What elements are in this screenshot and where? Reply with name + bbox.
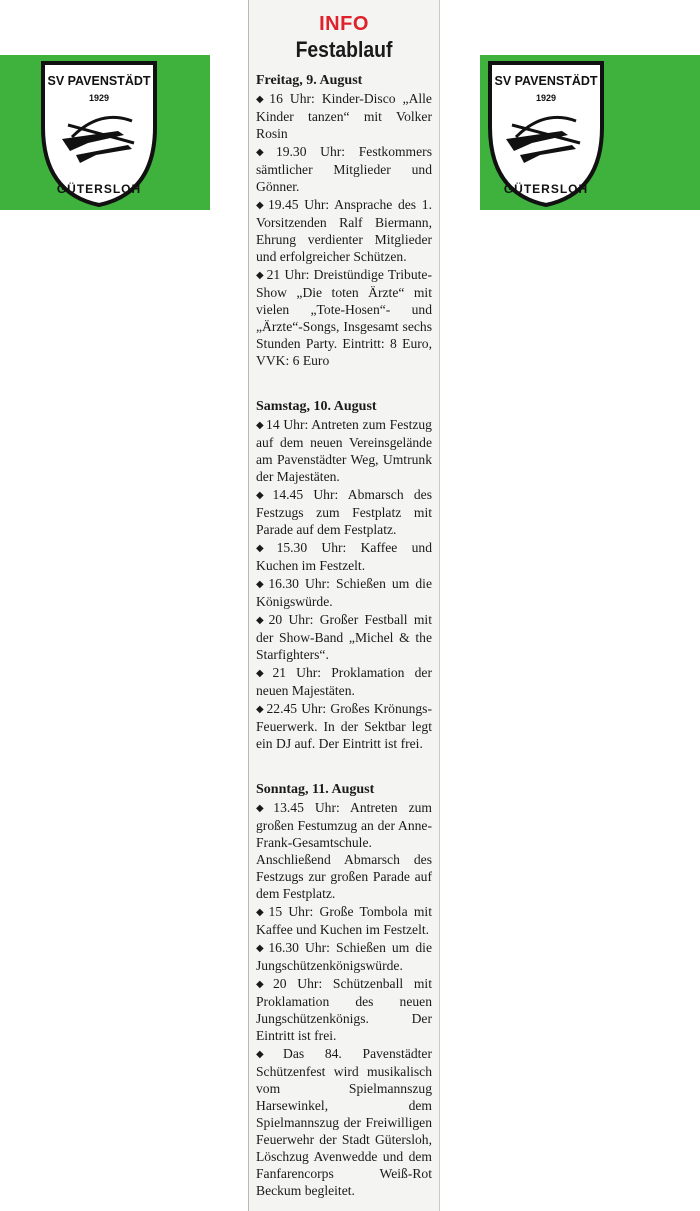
diamond-bullet-icon: ◆: [256, 979, 271, 990]
schedule-item: [256, 903, 432, 938]
crest-city: GÜTERSLOH: [56, 182, 142, 196]
schedule-item: [256, 611, 432, 663]
item-text: Großer Festball mit der Show-Band „Michel & the Starfighters“.: [256, 612, 432, 662]
item-time: 21 Uhr:: [272, 665, 322, 680]
diamond-bullet-icon: ◆: [256, 490, 271, 501]
diamond-bullet-icon: ◆: [256, 200, 266, 211]
item-time: 21 Uhr:: [266, 267, 310, 282]
section-gap: [256, 370, 432, 398]
item-text: Antreten zum Festzug auf dem neuen Vereinsgelände am Pavenstädter Weg, Umtrunk der Majestäten.: [256, 417, 432, 484]
schedule-item: [256, 416, 432, 485]
item-time: 19.45 Uhr:: [268, 197, 330, 212]
schedule-item: [256, 939, 432, 974]
item-text: Abmarsch des Festzugs zum Festplatz mit Parade auf dem Festplatz.: [256, 487, 432, 537]
item-text: Schießen um die Jungschützenkönigswürde.: [256, 940, 432, 973]
schedule: [256, 72, 432, 1199]
diamond-bullet-icon: ◆: [256, 615, 267, 626]
crest-name: SV PAVENSTÄDT: [47, 74, 151, 88]
newspaper-column: [248, 0, 440, 1211]
day-section: [256, 72, 432, 369]
diamond-bullet-icon: ◆: [256, 1049, 281, 1060]
schedule-item: [256, 664, 432, 699]
crest-name: SV PAVENSTÄDT: [494, 74, 598, 88]
day-heading: Sonntag, 11. August: [256, 782, 375, 797]
diamond-bullet-icon: ◆: [256, 147, 274, 158]
day-heading: Freitag, 9. August: [256, 73, 363, 88]
item-text: Das 84. Pavenstädter Schützenfest wird musikalisch vom Spielmannszug Harsewinkel, dem Spielmannszug der Freiwilligen Feuerwehr der Stadt Gütersloh, Löschzug Avenwedde und dem Fanfarencorps Weiß-Rot Beckum begleitet.: [256, 1046, 432, 1198]
item-text: Kinder-Disco „Alle Kinder tanzen“ mit Volker Rosin: [256, 91, 432, 141]
schedule-item: [256, 975, 432, 1044]
diamond-bullet-icon: ◆: [256, 94, 268, 105]
crest-city: GÜTERSLOH: [503, 182, 589, 196]
item-time: 22.45 Uhr:: [266, 701, 327, 716]
day-section: [256, 781, 432, 1199]
day-section: [256, 398, 432, 752]
item-text: Festkommers sämtlicher Mitglieder und Gönner.: [256, 144, 432, 194]
item-text: Dreistündige Tribute-Show „Die toten Ärzte“ mit vielen „Tote-Hosen“- und „Ärzte“-Songs, Insgesamt sechs Stunden Party. Eintritt: 8 Euro, VVK: 6 Euro: [256, 267, 432, 368]
schedule-item: [256, 143, 432, 195]
schedule-item: [256, 575, 432, 610]
item-text: Großes Krönungs-Feuerwerk. In der Sektbar legt ein DJ auf. Der Eintritt ist frei.: [256, 701, 432, 751]
item-time: 14.45 Uhr:: [272, 487, 339, 502]
section-gap: [256, 753, 432, 781]
logo-panel-right: [480, 55, 700, 210]
schedule-item: [256, 700, 432, 752]
crest-year: 1929: [535, 93, 557, 103]
item-text: Proklamation der neuen Majestäten.: [256, 665, 432, 698]
diamond-bullet-icon: ◆: [256, 803, 272, 814]
logo-panel-left: [0, 55, 210, 210]
item-text: Schützenball mit Proklamation des neuen Jungschützenkönigs. Der Eintritt ist frei.: [256, 976, 432, 1043]
day-heading: Samstag, 10. August: [256, 399, 377, 414]
diamond-bullet-icon: ◆: [256, 543, 275, 554]
item-text: Schießen um die Königswürde.: [256, 576, 432, 609]
diamond-bullet-icon: ◆: [256, 943, 267, 954]
schedule-item: [256, 539, 432, 574]
item-time: 16.30 Uhr:: [268, 940, 330, 955]
diamond-bullet-icon: ◆: [256, 420, 265, 431]
diamond-bullet-icon: ◆: [256, 704, 265, 715]
item-time: 15 Uhr:: [268, 904, 314, 919]
item-text: Antreten zum großen Festumzug an der Anne-Frank-Gesamtschule. Anschließend Abmarsch des Festzugs zur großen Parade auf dem Festplatz.: [256, 800, 432, 901]
item-time: 20 Uhr:: [273, 976, 323, 991]
crest-year: 1929: [88, 93, 110, 103]
item-text: Kaffee und Kuchen im Festzelt.: [256, 540, 432, 573]
schedule-item: [256, 196, 432, 265]
item-text: Große Tombola mit Kaffee und Kuchen im Festzelt.: [256, 904, 432, 937]
schedule-item: [256, 266, 432, 369]
diamond-bullet-icon: ◆: [256, 579, 267, 590]
club-crest-icon: [480, 55, 700, 210]
item-time: 16 Uhr:: [269, 91, 315, 106]
schedule-item: [256, 90, 432, 142]
schedule-item: [256, 486, 432, 538]
info-kicker: INFO: [319, 13, 369, 35]
page-title: Festablauf: [295, 37, 393, 62]
item-time: 14 Uhr:: [266, 417, 309, 432]
item-time: 13.45 Uhr:: [273, 800, 340, 815]
diamond-bullet-icon: ◆: [256, 907, 267, 918]
diamond-bullet-icon: ◆: [256, 270, 265, 281]
item-time: 20 Uhr:: [268, 612, 314, 627]
item-text: Ansprache des 1. Vorsitzenden Ralf Biermann, Ehrung verdienter Mitglieder und erfolgreicher Schützen.: [256, 197, 432, 264]
schedule-item: [256, 799, 432, 902]
item-time: 16.30 Uhr:: [268, 576, 330, 591]
diamond-bullet-icon: ◆: [256, 668, 271, 679]
item-time: 19.30 Uhr:: [275, 144, 346, 159]
club-crest-icon: [0, 55, 210, 210]
item-time: 15.30 Uhr:: [276, 540, 347, 555]
schedule-item: [256, 1045, 432, 1199]
